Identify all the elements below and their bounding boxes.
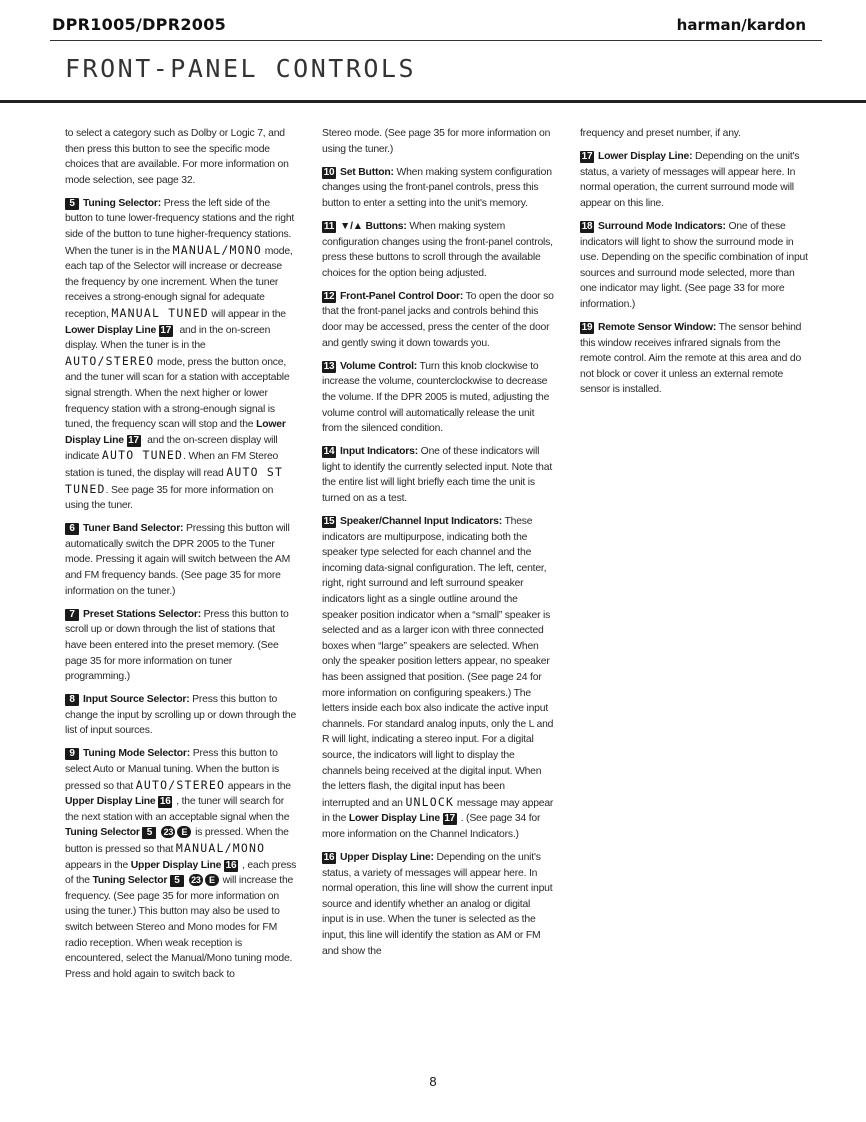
item-number-badge: 16 (159, 796, 171, 808)
reference-circle-badge: 23 (161, 826, 175, 838)
item-arrow-buttons (322, 219, 554, 281)
item-surround-mode-indicators (580, 219, 812, 313)
body-text: These indicators are multipurpose, indicating both the speaker type selected for each channel and the incoming data-signal configuration. The left, center, right, right surround and left surround speaker indicators light as a single outline around the speaker position indicator when a “small” speaker is selected and as a larger icon with three connected boxes when “large” speakers are selected. When only the speaker position letters appear, no speaker has been assigned that position. (See page 24 for more information on configuring speakers.) The letters inside each box also indicate the active input channels. For standard analog inputs, only the L and R will light, indicating a stereo input. For a digital source, the indicators will light to display the channels being received at the digital input. When the letters flash, the digital input has been interrupted and an (322, 516, 554, 809)
item-input-source-selector (65, 692, 297, 739)
body-text: The sensor behind this window receives infrared signals from the remote control. Aim the remote at this area and do not block or cover it unless an external remote sensor is installed. (580, 322, 802, 396)
item-label: Lower Display Line: (598, 151, 693, 163)
body-text: will appear in the (208, 309, 286, 321)
item-tuning-mode-selector (65, 746, 297, 982)
body-text: and the on-screen display will indicate (65, 434, 278, 463)
body-text: message may appear in the (322, 797, 554, 825)
body-text: to select a category such as Dolby or Logic 7, and then press this button to see the specific mode choices that are available. For more information on mode selection, see page 32. (65, 128, 289, 186)
body-text: When making system configuration changes using the front-panel controls, press these buttons to scroll through the available choices for the option being adjusted. (322, 220, 553, 279)
item-number-badge: 5 (170, 875, 184, 887)
paragraph-intro (65, 126, 297, 188)
brand-logo: harman/kardon (676, 16, 806, 34)
title-rule (0, 100, 866, 103)
item-label: Tuning Selector (92, 875, 168, 887)
body-text: One of these indicators will light to show the surround mode in use. Depending on the specific combination of input sources and surround mode selected, more than one indicator may light. (See page 33 for more information.) (580, 220, 808, 310)
body-text: appears in the (65, 859, 131, 871)
item-number-badge: 9 (65, 748, 79, 760)
body-text: mode, each tap of the Selector will increase or decrease the frequency by one increment. When the tuner receives a strong-enough signal for adequate reception, (65, 245, 293, 321)
item-number-badge: 12 (323, 290, 335, 302)
item-number-badge: 7 (65, 609, 79, 621)
item-number-badge: 5 (142, 827, 156, 839)
item-label: Lower Display Line (65, 324, 157, 336)
body-text: Stereo mode. (See page 35 for more information on using the tuner.) (322, 128, 551, 155)
item-label: Tuning Mode Selector: (83, 748, 191, 760)
item-number-badge: 17 (581, 151, 593, 163)
item-number-badge: 5 (65, 198, 79, 210)
item-volume-control (322, 359, 554, 437)
item-label: Volume Control: (340, 360, 418, 372)
header-rule (50, 40, 822, 41)
page-number: 8 (429, 1074, 437, 1089)
body-text: mode, press the button once, and the tuner will scan for a station with acceptable signal strength. When the next higher or lower frequency station with a strong-enough signal is tuned, the frequency scan will stop and the (65, 356, 290, 431)
display-message: AUTO/STEREO (65, 353, 155, 368)
item-label: ▼/▲ Buttons: (340, 220, 407, 232)
column-2 (322, 126, 554, 967)
body-text: , each press of the (65, 859, 297, 887)
body-text: When making system configuration changes using the front-panel controls, press this button to enter a setting into the unit's memory. (322, 166, 552, 209)
paragraph-continued (580, 126, 812, 142)
item-preset-stations-selector (65, 607, 297, 685)
item-label: Tuning Selector (65, 827, 140, 839)
item-input-indicators (322, 444, 554, 506)
body-text: Press this button to select Auto or Manual tuning. When the button is pressed so that (65, 748, 279, 792)
item-tuning-selector (65, 196, 297, 514)
body-text: Press this button to change the input by scrolling up or down through the list of input sources. (65, 694, 297, 737)
display-message: AUTO/STEREO (135, 777, 226, 792)
item-label: Set Button: (340, 166, 394, 178)
item-number-badge: 17 (128, 434, 139, 446)
reference-circle-badge: E (205, 874, 219, 886)
display-message: AUTO ST TUNED (65, 464, 284, 496)
item-number-badge: 17 (160, 324, 172, 336)
body-text: . See page 35 for more information on using the tuner. (65, 484, 274, 512)
section-title: FRONT-PANEL CONTROLS (65, 54, 417, 83)
column-3 (580, 126, 812, 406)
item-tuner-band-selector (65, 521, 297, 599)
item-number-badge: 14 (323, 446, 335, 458)
body-text: Depending on the unit's status, a variety of messages will appear here. In normal operation, the current surround mode will appear on this line. (580, 151, 800, 209)
item-number-badge: 13 (323, 360, 335, 372)
item-number-badge: 16 (323, 852, 335, 864)
body-text: is pressed. When the button is pressed so that (65, 827, 289, 856)
column-1 (65, 126, 297, 990)
body-text: Press this button to scroll up or down through the list of stations that have been entered into the preset memory. (See page 35 for more information on tuner programming.) (65, 608, 289, 683)
item-label: Tuning Selector: (83, 197, 162, 209)
item-upper-display-line (322, 850, 554, 959)
body-text: One of these indicators will light to identify the currently selected input. Note that the entire list will light briefly each time the unit is turned on as a test. (322, 446, 553, 504)
item-number-badge: 6 (65, 523, 79, 535)
body-text: To open the door so that the front-panel jacks and controls behind this door may be accessed, press the center of the door and gently swing it down towards you. (322, 290, 554, 349)
item-front-panel-door (322, 289, 554, 351)
item-label: Upper Display Line: (340, 852, 434, 864)
body-text: , the tuner will search for the next station with an acceptable signal when the (65, 796, 290, 823)
body-text: . (See page 34 for more information on the Channel Indicators.) (322, 813, 541, 840)
item-number-badge: 11 (323, 220, 335, 232)
item-label: Remote Sensor Window: (598, 322, 717, 334)
item-number-badge: 17 (444, 813, 456, 825)
display-message: MANUAL TUNED (111, 306, 209, 321)
item-number-badge: 19 (581, 322, 593, 334)
item-number-badge: 15 (323, 516, 335, 528)
item-number-badge: 18 (581, 220, 593, 232)
body-text: Pressing this button will automatically switch the DPR 2005 to the Tuner mode. Pressing it again will switch between the AM and FM frequency bands. (See page 35 for more information on the tuner.) (65, 523, 291, 597)
body-text: Turn this knob clockwise to increase the volume, counterclockwise to decrease the volume. If the DPR 2005 is muted, adjusting the volume control will automatically release the unit from the silenced condition. (322, 360, 550, 435)
item-speaker-channel-indicators (322, 514, 554, 842)
item-label: Preset Stations Selector: (83, 608, 201, 620)
model-name: DPR1005/DPR2005 (52, 15, 227, 34)
item-number-badge: 8 (65, 694, 79, 706)
body-text: . When an FM Stereo station is tuned, the display will read (65, 451, 279, 479)
item-label: Lower Display Line (65, 419, 286, 446)
display-message: MANUAL/MONO (172, 242, 263, 257)
item-label: Lower Display Line (348, 813, 440, 825)
body-text: and in the on-screen display. When the tuner is in the (65, 324, 271, 352)
body-text: frequency and preset number, if any. (580, 128, 741, 139)
item-remote-sensor-window (580, 320, 812, 398)
body-text: Press the left side of the button to tune lower-frequency stations and the right side of the button to tune higher-frequency stations. When the tuner is in the (65, 197, 295, 257)
item-set-button (322, 165, 554, 212)
display-message: AUTO TUNED (101, 448, 184, 463)
paragraph-continued (322, 126, 554, 157)
item-label: Input Indicators: (340, 446, 418, 458)
item-label: Input Source Selector: (83, 694, 190, 706)
display-message: UNLOCK (405, 794, 455, 809)
page-header (0, 0, 866, 105)
item-label: Surround Mode Indicators: (598, 220, 726, 232)
item-lower-display-line (580, 149, 812, 211)
body-text: will increase the frequency. (See page 35 for more information on using the tuner.) This button may also be used to switch between Stereo and Mono modes for FM radio reception. When weak reception is encountered, select the Manual/Mono tuning mode. Press and hold again to switch back to (65, 875, 294, 980)
item-label: Front-Panel Control Door: (340, 290, 464, 302)
item-label: Speaker/Channel Input Indicators: (340, 516, 502, 528)
item-label: Tuner Band Selector: (83, 523, 184, 535)
display-message: MANUAL/MONO (175, 841, 266, 856)
item-label: Upper Display Line (65, 796, 156, 808)
body-text: Depending on the unit's status, a variety of messages will appear here. In normal operation, this line will show the current input source and identify whether an analog or digital input is in use. When the tuner is selected as the input, this line will identify the station as AM or FM and show the (322, 852, 553, 957)
item-number-badge: 10 (323, 166, 335, 178)
reference-circle-badge: E (177, 826, 191, 838)
reference-circle-badge: 23 (189, 874, 203, 886)
item-number-badge: 16 (225, 859, 237, 871)
body-text: appears in the (225, 780, 291, 792)
item-label: Upper Display Line (130, 859, 222, 871)
